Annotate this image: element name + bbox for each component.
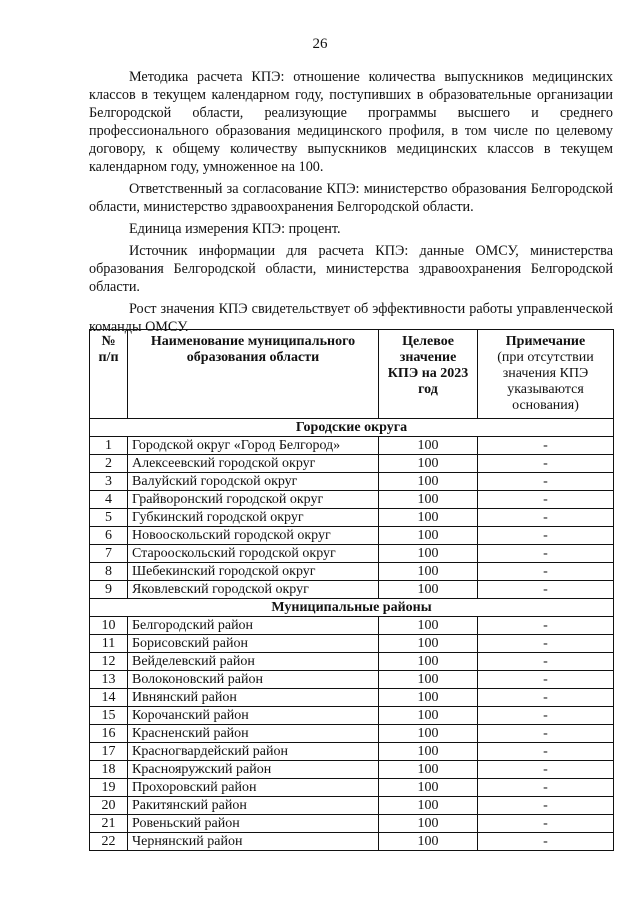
table-row xyxy=(90,509,614,527)
row-value: 100 xyxy=(379,725,478,743)
header-value: Целевое значение КПЭ на 2023 год xyxy=(379,330,478,419)
row-name: Красненский район xyxy=(128,725,379,743)
table-row xyxy=(90,689,614,707)
row-note: - xyxy=(478,815,614,833)
table-row xyxy=(90,563,614,581)
section-title: Городские округа xyxy=(90,419,614,437)
row-value: 100 xyxy=(379,761,478,779)
row-num: 15 xyxy=(90,707,128,725)
row-value: 100 xyxy=(379,815,478,833)
table-row xyxy=(90,671,614,689)
row-name: Шебекинский городской округ xyxy=(128,563,379,581)
row-value: 100 xyxy=(379,473,478,491)
row-note: - xyxy=(478,545,614,563)
row-name: Губкинский городской округ xyxy=(128,509,379,527)
row-name: Городской округ «Город Белгород» xyxy=(128,437,379,455)
row-value: 100 xyxy=(379,707,478,725)
row-value: 100 xyxy=(379,437,478,455)
row-name: Ровеньский район xyxy=(128,815,379,833)
row-value: 100 xyxy=(379,833,478,851)
row-note: - xyxy=(478,473,614,491)
table-row xyxy=(90,473,614,491)
table-row xyxy=(90,779,614,797)
row-note: - xyxy=(478,635,614,653)
table-row xyxy=(90,761,614,779)
row-num: 12 xyxy=(90,653,128,671)
row-num: 16 xyxy=(90,725,128,743)
row-name: Краснояружский район xyxy=(128,761,379,779)
row-name: Белгородский район xyxy=(128,617,379,635)
header-note xyxy=(478,330,614,419)
row-num: 7 xyxy=(90,545,128,563)
row-num: 10 xyxy=(90,617,128,635)
row-num: 3 xyxy=(90,473,128,491)
row-num: 1 xyxy=(90,437,128,455)
section-header-row xyxy=(90,419,614,437)
row-num: 17 xyxy=(90,743,128,761)
row-note: - xyxy=(478,689,614,707)
header-note-title: Примечание xyxy=(505,334,586,349)
row-value: 100 xyxy=(379,635,478,653)
section-title: Муниципальные районы xyxy=(90,599,614,617)
kpe-table xyxy=(89,329,614,851)
table-row xyxy=(90,653,614,671)
row-value: 100 xyxy=(379,563,478,581)
table-row xyxy=(90,797,614,815)
row-value: 100 xyxy=(379,653,478,671)
row-num: 19 xyxy=(90,779,128,797)
section-header-row xyxy=(90,599,614,617)
table-row xyxy=(90,491,614,509)
row-num: 13 xyxy=(90,671,128,689)
row-value: 100 xyxy=(379,455,478,473)
row-num: 4 xyxy=(90,491,128,509)
row-num: 2 xyxy=(90,455,128,473)
table-row xyxy=(90,581,614,599)
row-note: - xyxy=(478,671,614,689)
row-note: - xyxy=(478,725,614,743)
row-value: 100 xyxy=(379,545,478,563)
row-value: 100 xyxy=(379,689,478,707)
row-name: Чернянский район xyxy=(128,833,379,851)
paragraph-unit: Единица измерения КПЭ: процент. xyxy=(129,221,341,237)
row-name: Валуйский городской округ xyxy=(128,473,379,491)
row-num: 5 xyxy=(90,509,128,527)
table-header-row xyxy=(90,330,614,419)
row-value: 100 xyxy=(379,743,478,761)
row-note: - xyxy=(478,491,614,509)
row-name: Ивнянский район xyxy=(128,689,379,707)
row-note: - xyxy=(478,455,614,473)
table-row xyxy=(90,545,614,563)
table-row xyxy=(90,743,614,761)
header-note-sub: (при отсутствии значения КПЭ указываются основания) xyxy=(497,350,594,413)
row-name: Ракитянский район xyxy=(128,797,379,815)
header-num: № п/п xyxy=(90,330,128,419)
table-body xyxy=(90,419,614,851)
row-num: 11 xyxy=(90,635,128,653)
row-note: - xyxy=(478,653,614,671)
row-num: 14 xyxy=(90,689,128,707)
table-row xyxy=(90,815,614,833)
row-num: 8 xyxy=(90,563,128,581)
header-name: Наименование муниципального образования области xyxy=(128,330,379,419)
table-row xyxy=(90,437,614,455)
row-name: Волоконовский район xyxy=(128,671,379,689)
row-num: 21 xyxy=(90,815,128,833)
table-row xyxy=(90,707,614,725)
paragraph-responsible: Ответственный за согласование КПЭ: министерство образования Белгородской области, министерство здравоохранения Белгородской области. xyxy=(89,181,613,215)
row-note: - xyxy=(478,707,614,725)
row-num: 18 xyxy=(90,761,128,779)
row-note: - xyxy=(478,797,614,815)
row-num: 9 xyxy=(90,581,128,599)
table-row xyxy=(90,455,614,473)
row-value: 100 xyxy=(379,617,478,635)
paragraph-source: Источник информации для расчета КПЭ: данные ОМСУ, министерства образования Белгородской области, министерства здравоохранения Белгородской области. xyxy=(89,243,613,295)
row-note: - xyxy=(478,743,614,761)
row-note: - xyxy=(478,563,614,581)
row-name: Алексеевский городской округ xyxy=(128,455,379,473)
row-name: Новооскольский городской округ xyxy=(128,527,379,545)
row-name: Яковлевский городской округ xyxy=(128,581,379,599)
row-note: - xyxy=(478,437,614,455)
row-name: Красногвардейский район xyxy=(128,743,379,761)
row-note: - xyxy=(478,527,614,545)
row-value: 100 xyxy=(379,779,478,797)
row-name: Грайворонский городской округ xyxy=(128,491,379,509)
row-name: Борисовский район xyxy=(128,635,379,653)
table-row xyxy=(90,527,614,545)
row-note: - xyxy=(478,761,614,779)
row-value: 100 xyxy=(379,671,478,689)
row-note: - xyxy=(478,833,614,851)
table-row xyxy=(90,833,614,851)
row-value: 100 xyxy=(379,491,478,509)
row-value: 100 xyxy=(379,527,478,545)
row-note: - xyxy=(478,617,614,635)
row-num: 22 xyxy=(90,833,128,851)
row-note: - xyxy=(478,779,614,797)
row-num: 6 xyxy=(90,527,128,545)
row-name: Прохоровский район xyxy=(128,779,379,797)
row-value: 100 xyxy=(379,581,478,599)
table-row xyxy=(90,617,614,635)
row-num: 20 xyxy=(90,797,128,815)
row-name: Вейделевский район xyxy=(128,653,379,671)
row-name: Корочанский район xyxy=(128,707,379,725)
table-row xyxy=(90,635,614,653)
body-text xyxy=(89,68,613,340)
page-number: 26 xyxy=(312,36,328,52)
paragraph-methodology: Методика расчета КПЭ: отношение количества выпускников медицинских классов в текущем календарном году, поступивших в образовательные организации Белгородской области, реализующие программы высшего и среднего профессионального образования медицинского профиля, в том числе по целевому договору, к общему количеству выпускников медицинских классов в текущем календарном году, умноженное на 100. xyxy=(89,69,613,175)
table-row xyxy=(90,725,614,743)
paragraph-growth: Рост значения КПЭ свидетельствует об эффективности работы управленческой команды ОМСУ. xyxy=(89,301,613,335)
row-value: 100 xyxy=(379,797,478,815)
row-name: Старооскольский городской округ xyxy=(128,545,379,563)
row-note: - xyxy=(478,509,614,527)
row-value: 100 xyxy=(379,509,478,527)
row-note: - xyxy=(478,581,614,599)
